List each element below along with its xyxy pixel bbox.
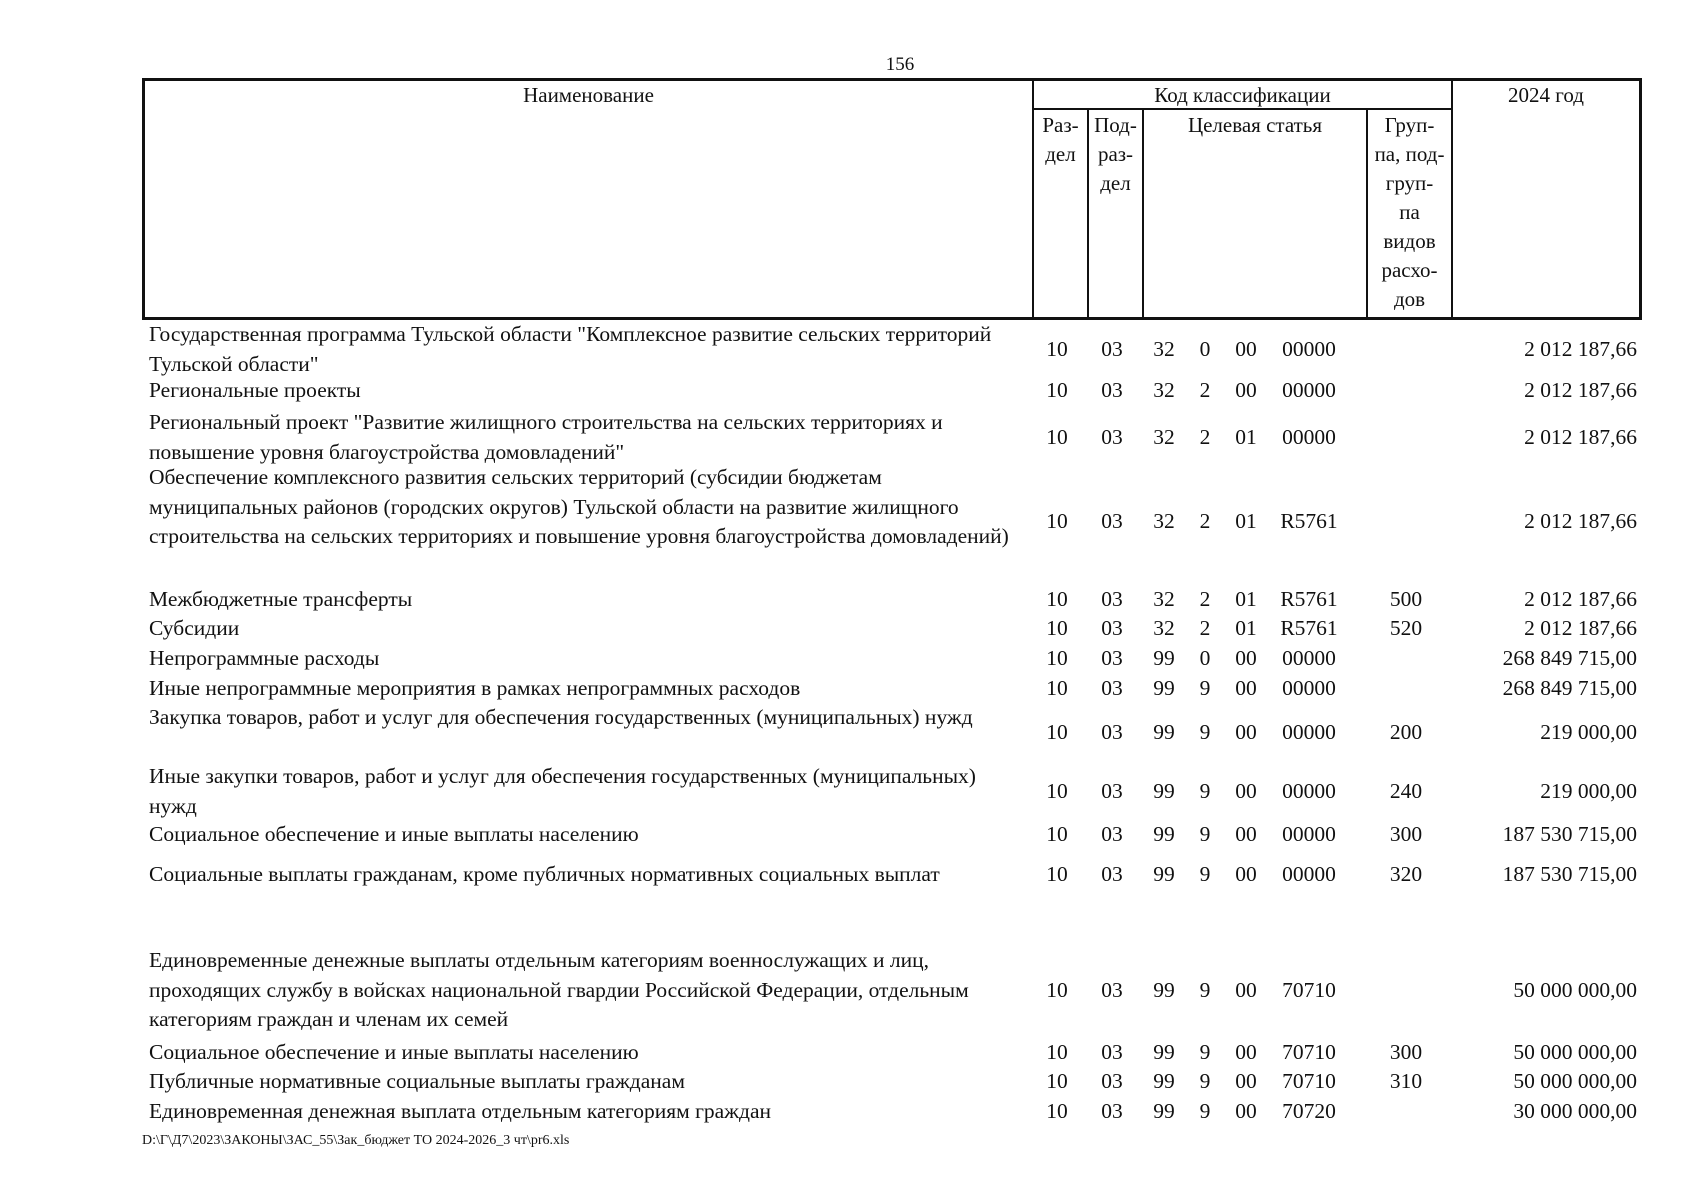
row-code-r: 10 — [1046, 862, 1068, 886]
row-name: Субсидии — [149, 616, 240, 640]
row-amount: 50 000 000,00 — [1513, 1040, 1637, 1064]
row-code-r: 10 — [1046, 509, 1068, 534]
table-row — [142, 376, 1642, 406]
row-code-t1: 99 — [1153, 1040, 1175, 1064]
row-code-g: 520 — [1389, 616, 1423, 640]
row-code-t1: 99 — [1153, 977, 1175, 1002]
table-row — [142, 644, 1642, 674]
row-code-t1: 99 — [1153, 1069, 1175, 1093]
header-podrazdel: Под- раз- дел — [1094, 113, 1137, 195]
row-code-t2: 0 — [1199, 646, 1211, 670]
header-year: 2024 год — [1508, 83, 1584, 107]
table-row — [142, 1038, 1642, 1068]
row-amount: 219 000,00 — [1540, 719, 1637, 744]
row-name: Единовременные денежные выплаты отдельным категориям военнослужащих и лиц, проходящих службу в войсках национальной гвардии Российской Федерации, отдельным категориям граждан и членам их семей — [149, 948, 969, 1031]
row-amount: 268 849 715,00 — [1502, 646, 1637, 670]
row-code-t4: 00000 — [1282, 862, 1336, 886]
row-code-t1: 32 — [1153, 378, 1175, 402]
row-code-t1: 99 — [1153, 862, 1175, 886]
row-name: Социальное обеспечение и иные выплаты населению — [149, 1040, 639, 1064]
row-code-t1: 99 — [1153, 1099, 1175, 1123]
row-code-t4: 00000 — [1282, 336, 1336, 361]
row-code-t4: 00000 — [1282, 719, 1336, 744]
row-code-t2: 9 — [1199, 719, 1211, 744]
row-code-r: 10 — [1046, 778, 1068, 803]
row-code-t4: 00000 — [1282, 424, 1336, 449]
row-name: Региональный проект "Развитие жилищного строительства на сельских территориях и повышение уровня благоустройства домовладений" — [149, 410, 943, 464]
table-row — [142, 408, 1642, 467]
row-code-t1: 99 — [1153, 719, 1175, 744]
table-row — [142, 946, 1642, 1035]
row-code-p: 03 — [1101, 1069, 1123, 1093]
divider — [1142, 109, 1144, 317]
row-name: Закупка товаров, работ и услуг для обеспечения государственных (муниципальных) нужд — [149, 705, 973, 729]
row-code-t1: 99 — [1153, 676, 1175, 700]
row-amount: 2 012 187,66 — [1524, 509, 1637, 534]
row-code-t4: 00000 — [1282, 676, 1336, 700]
row-code-t2: 2 — [1199, 616, 1211, 640]
row-code-p: 03 — [1101, 587, 1123, 611]
row-code-t2: 2 — [1199, 587, 1211, 611]
table-row — [142, 762, 1642, 821]
row-code-r: 10 — [1046, 719, 1068, 744]
row-code-t3: 00 — [1235, 822, 1257, 846]
row-name: Государственная программа Тульской области "Комплексное развитие сельских территорий Тульской области" — [149, 322, 992, 376]
row-code-r: 10 — [1046, 616, 1068, 640]
row-code-t3: 00 — [1235, 862, 1257, 886]
row-code-t4: 00000 — [1282, 646, 1336, 670]
row-code-t2: 2 — [1199, 509, 1211, 534]
row-code-t4: 00000 — [1282, 378, 1336, 402]
row-name: Непрограммные расходы — [149, 646, 380, 670]
table-row — [142, 320, 1642, 379]
row-code-p: 03 — [1101, 616, 1123, 640]
row-code-r: 10 — [1046, 378, 1068, 402]
row-code-t2: 2 — [1199, 424, 1211, 449]
row-code-g: 320 — [1389, 862, 1423, 886]
row-code-p: 03 — [1101, 719, 1123, 744]
row-code-p: 03 — [1101, 424, 1123, 449]
page-number: 156 — [885, 54, 915, 75]
row-name: Региональные проекты — [149, 378, 361, 402]
row-code-g: 300 — [1389, 1040, 1423, 1064]
row-code-p: 03 — [1101, 862, 1123, 886]
row-code-t2: 0 — [1199, 336, 1211, 361]
row-code-p: 03 — [1101, 509, 1123, 534]
row-code-t3: 00 — [1235, 1069, 1257, 1093]
row-code-t2: 9 — [1199, 1099, 1211, 1123]
row-code-g: 240 — [1389, 778, 1423, 803]
row-code-t3: 00 — [1235, 778, 1257, 803]
row-code-t2: 9 — [1199, 778, 1211, 803]
row-code-t4: R5761 — [1280, 509, 1338, 534]
row-code-t1: 32 — [1153, 587, 1175, 611]
row-code-r: 10 — [1046, 587, 1068, 611]
row-code-p: 03 — [1101, 778, 1123, 803]
row-amount: 219 000,00 — [1540, 778, 1637, 803]
row-code-r: 10 — [1046, 1040, 1068, 1064]
row-code-t3: 00 — [1235, 977, 1257, 1002]
row-code-t3: 00 — [1235, 1099, 1257, 1123]
row-code-p: 03 — [1101, 822, 1123, 846]
row-code-t4: 70720 — [1282, 1099, 1336, 1123]
header-group: Груп- па, под- груп- па видов расхо- дов — [1374, 113, 1445, 311]
row-amount: 268 849 715,00 — [1502, 676, 1637, 700]
row-code-t3: 00 — [1235, 719, 1257, 744]
row-code-r: 10 — [1046, 1069, 1068, 1093]
row-code-t2: 9 — [1199, 822, 1211, 846]
row-amount: 2 012 187,66 — [1524, 378, 1637, 402]
table-row — [142, 674, 1642, 704]
row-amount: 187 530 715,00 — [1502, 862, 1637, 886]
row-amount: 2 012 187,66 — [1524, 336, 1637, 361]
row-amount: 50 000 000,00 — [1513, 1069, 1637, 1093]
row-code-t1: 32 — [1153, 509, 1175, 534]
row-code-t4: 00000 — [1282, 778, 1336, 803]
row-amount: 187 530 715,00 — [1502, 822, 1637, 846]
row-code-t1: 99 — [1153, 646, 1175, 670]
row-code-t3: 00 — [1235, 676, 1257, 700]
row-code-t2: 9 — [1199, 676, 1211, 700]
row-name: Иные непрограммные мероприятия в рамках непрограммных расходов — [149, 676, 801, 700]
table-row — [142, 1097, 1642, 1127]
row-code-t1: 32 — [1153, 616, 1175, 640]
table-row — [142, 703, 1642, 762]
row-name: Обеспечение комплексного развития сельских территорий (субсидии бюджетам муниципальных районов (городских округов) Тульской области на развитие жилищного строительства на сельских территориях и повышение уровня благоустройства домовладений) — [149, 465, 1009, 548]
table-row — [142, 585, 1642, 615]
table-row — [142, 860, 1642, 890]
row-code-g: 300 — [1389, 822, 1423, 846]
row-code-t1: 32 — [1153, 336, 1175, 361]
header-classification: Код классификации — [1154, 83, 1331, 107]
table-row — [142, 1067, 1642, 1097]
row-code-t1: 99 — [1153, 822, 1175, 846]
row-code-t3: 01 — [1235, 424, 1257, 449]
row-code-t3: 01 — [1235, 509, 1257, 534]
row-code-t2: 9 — [1199, 862, 1211, 886]
row-code-p: 03 — [1101, 336, 1123, 361]
row-code-t4: 00000 — [1282, 822, 1336, 846]
row-code-t4: 70710 — [1282, 977, 1336, 1002]
table-row — [142, 463, 1642, 581]
header-razdel: Раз- дел — [1042, 113, 1079, 166]
row-code-t3: 01 — [1235, 616, 1257, 640]
row-code-t4: 70710 — [1282, 1069, 1336, 1093]
row-code-t4: 70710 — [1282, 1040, 1336, 1064]
row-code-r: 10 — [1046, 646, 1068, 670]
row-code-p: 03 — [1101, 977, 1123, 1002]
row-name: Единовременная денежная выплата отдельным категориям граждан — [149, 1099, 772, 1123]
row-name: Иные закупки товаров, работ и услуг для обеспечения государственных (муниципальных) нужд — [149, 764, 976, 818]
header-name: Наименование — [523, 83, 654, 107]
row-code-t3: 00 — [1235, 1040, 1257, 1064]
row-amount: 2 012 187,66 — [1524, 587, 1637, 611]
header-target: Целевая статья — [1187, 113, 1323, 137]
table-header — [142, 78, 1642, 320]
row-code-g: 200 — [1389, 719, 1423, 744]
row-code-r: 10 — [1046, 977, 1068, 1002]
row-code-t2: 9 — [1199, 1040, 1211, 1064]
row-code-r: 10 — [1046, 1099, 1068, 1123]
table-row — [142, 820, 1642, 850]
row-code-r: 10 — [1046, 424, 1068, 449]
row-code-r: 10 — [1046, 336, 1068, 361]
row-name: Социальное обеспечение и иные выплаты населению — [149, 822, 639, 846]
row-code-t4: R5761 — [1280, 587, 1338, 611]
table-row — [142, 614, 1642, 644]
row-code-t2: 9 — [1199, 977, 1211, 1002]
row-code-g: 310 — [1389, 1069, 1423, 1093]
row-name: Социальные выплаты гражданам, кроме публичных нормативных социальных выплат — [149, 862, 940, 886]
row-amount: 30 000 000,00 — [1513, 1099, 1637, 1123]
row-code-p: 03 — [1101, 1099, 1123, 1123]
row-amount: 2 012 187,66 — [1524, 616, 1637, 640]
divider — [1451, 81, 1453, 317]
row-code-t1: 99 — [1153, 778, 1175, 803]
row-amount: 2 012 187,66 — [1524, 424, 1637, 449]
row-code-p: 03 — [1101, 646, 1123, 670]
row-code-g: 500 — [1389, 587, 1423, 611]
row-code-t3: 00 — [1235, 646, 1257, 670]
row-code-r: 10 — [1046, 822, 1068, 846]
row-code-t4: R5761 — [1280, 616, 1338, 640]
row-code-t3: 01 — [1235, 587, 1257, 611]
row-code-t2: 2 — [1199, 378, 1211, 402]
row-code-t2: 9 — [1199, 1069, 1211, 1093]
row-name: Межбюджетные трансферты — [149, 587, 413, 611]
file-path: D:\Г\Д7\2023\ЗАКОНЫ\ЗАС_55\Зак_бюджет ТО 2024-2026_3 чт\pr6.xls — [142, 1133, 570, 1148]
row-code-p: 03 — [1101, 378, 1123, 402]
row-code-p: 03 — [1101, 1040, 1123, 1064]
row-name: Публичные нормативные социальные выплаты гражданам — [149, 1069, 685, 1093]
row-code-r: 10 — [1046, 676, 1068, 700]
row-code-t1: 32 — [1153, 424, 1175, 449]
row-amount: 50 000 000,00 — [1513, 977, 1637, 1002]
row-code-t3: 00 — [1235, 378, 1257, 402]
row-code-p: 03 — [1101, 676, 1123, 700]
row-code-t3: 00 — [1235, 336, 1257, 361]
